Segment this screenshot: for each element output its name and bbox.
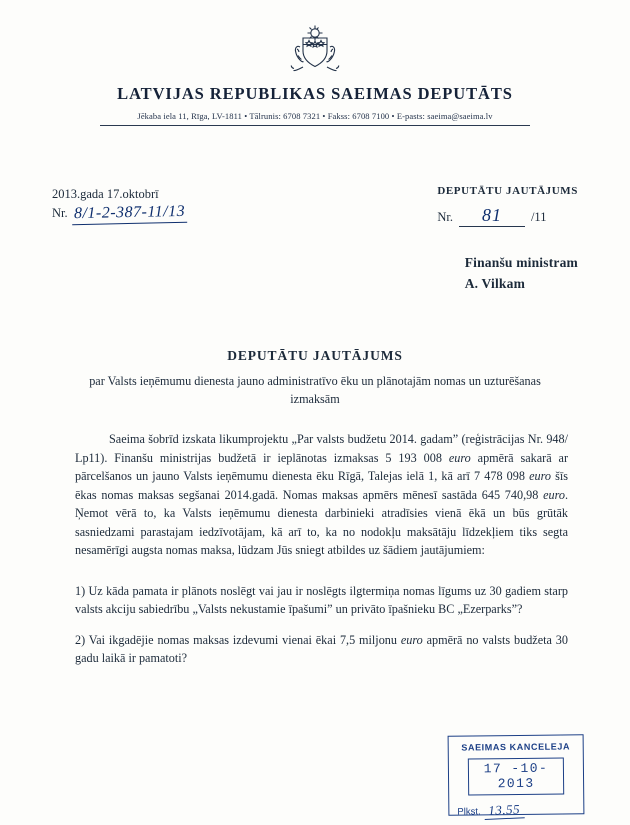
document-meta: [0, 185, 630, 227]
body-question-2: [75, 631, 568, 668]
q2-euro: euro: [400, 632, 423, 647]
stamp-time-value: 13.55: [484, 801, 524, 820]
registration-number-label: Nr.: [437, 210, 453, 224]
body-paragraph-1: [75, 430, 568, 560]
chancellery-stamp: [448, 734, 585, 818]
p1-euro-2: euro: [529, 469, 551, 484]
document-number-line: [52, 204, 187, 224]
document-number-handwritten: 8/1-2-387-11/13: [71, 203, 187, 225]
stamp-date: 17 -10- 2013: [468, 757, 564, 795]
meta-right: [437, 185, 578, 227]
p1-euro-3: euro: [543, 487, 565, 502]
document-title: DEPUTĀTU JAUTĀJUMS: [227, 348, 403, 363]
p1-part-c: šīs ēkas nomas maksas segšanai 2014.gadā. Nomas maksas apmērs mēnesī sastāda 645 740,98: [75, 469, 568, 502]
stamp-time-label: Plkst.: [457, 806, 481, 818]
latvian-coat-of-arms-icon: [0, 20, 630, 76]
stamp-time-row: [457, 801, 583, 819]
q2-part-a: 2) Vai ikgadējie nomas maksas izdevumi vienai ēkai 7,5 miljonu: [75, 632, 401, 647]
organization-title: LATVIJAS REPUBLIKAS SAEIMAS DEPUTĀTS: [117, 84, 513, 103]
addressee-title: Finanšu ministram: [464, 255, 578, 270]
document-number-label: Nr.: [52, 206, 68, 221]
document-subtitle: par Valsts ieņēmumu dienesta jauno administratīvo ēku un plānotajām nomas un uzturēšanas izmaksām: [89, 374, 541, 407]
document-date: 2013.gada 17.oktobrī: [52, 187, 159, 201]
organization-contacts: Jēkaba iela 11, Rīga, LV-1811 • Tālrunis: 6708 7321 • Fakss: 6708 7100 • E-pasts: saeima@saeima.lv: [137, 111, 493, 121]
q2-part-b: apmērā no valsts budžeta 30 gadu laikā ir pamatoti?: [75, 632, 568, 666]
header-divider: [100, 125, 530, 126]
p1-part-a: Saeima šobrīd izskata likumprojektu „Par valsts budžetu 2014. gadam” (reģistrācijas Nr. 948/ Lp11). Finanšu ministrijas budžetā ir ieplānotas izmaksas 5 193 008: [75, 432, 568, 465]
addressee: [465, 253, 578, 295]
p1-part-d: . Ņemot vērā to, ka Valsts ieņēmumu dienesta darbinieki atradīsies vienā ēkā un būs grūtāk sasniedzami parastajam iedzīvotājam, kā arī to, ka no nodokļu maksātāju līdzekļiem tiks segta nesamērīgi augsta nomas maksa, lūdzam Jūs sniegt atbildes uz šādiem jautājumiem:: [75, 487, 568, 558]
registration-number-row: [437, 205, 578, 227]
deputy-question-label: DEPUTĀTU JAUTĀJUMS: [437, 185, 578, 197]
registration-number-value: 81: [459, 205, 525, 227]
addressee-name: A. Vilkam: [464, 275, 526, 291]
registration-number-suffix: /11: [530, 210, 547, 224]
body-question-1: 1) Uz kāda pamata ir plānots noslēgt vai jau ir noslēgts ilgtermiņa nomas līgums uz 30 gadiem starp valsts akciju sabiedrību „Valsts nekustamie īpašumi” un privāto īpašnieku BC „Ezerparks”?: [75, 583, 568, 617]
p1-part-b: apmērā sakarā ar pārcelšanos un jauno Valsts ieņēmumu dienesta ēku Rīgā, Talejas ielā 1, kā arī 7 478 098: [75, 450, 569, 484]
meta-left: [52, 185, 187, 224]
p1-euro-1: euro: [448, 450, 471, 465]
stamp-title: SAEIMAS KANCELEJA: [461, 741, 571, 753]
document-body: [75, 430, 568, 680]
